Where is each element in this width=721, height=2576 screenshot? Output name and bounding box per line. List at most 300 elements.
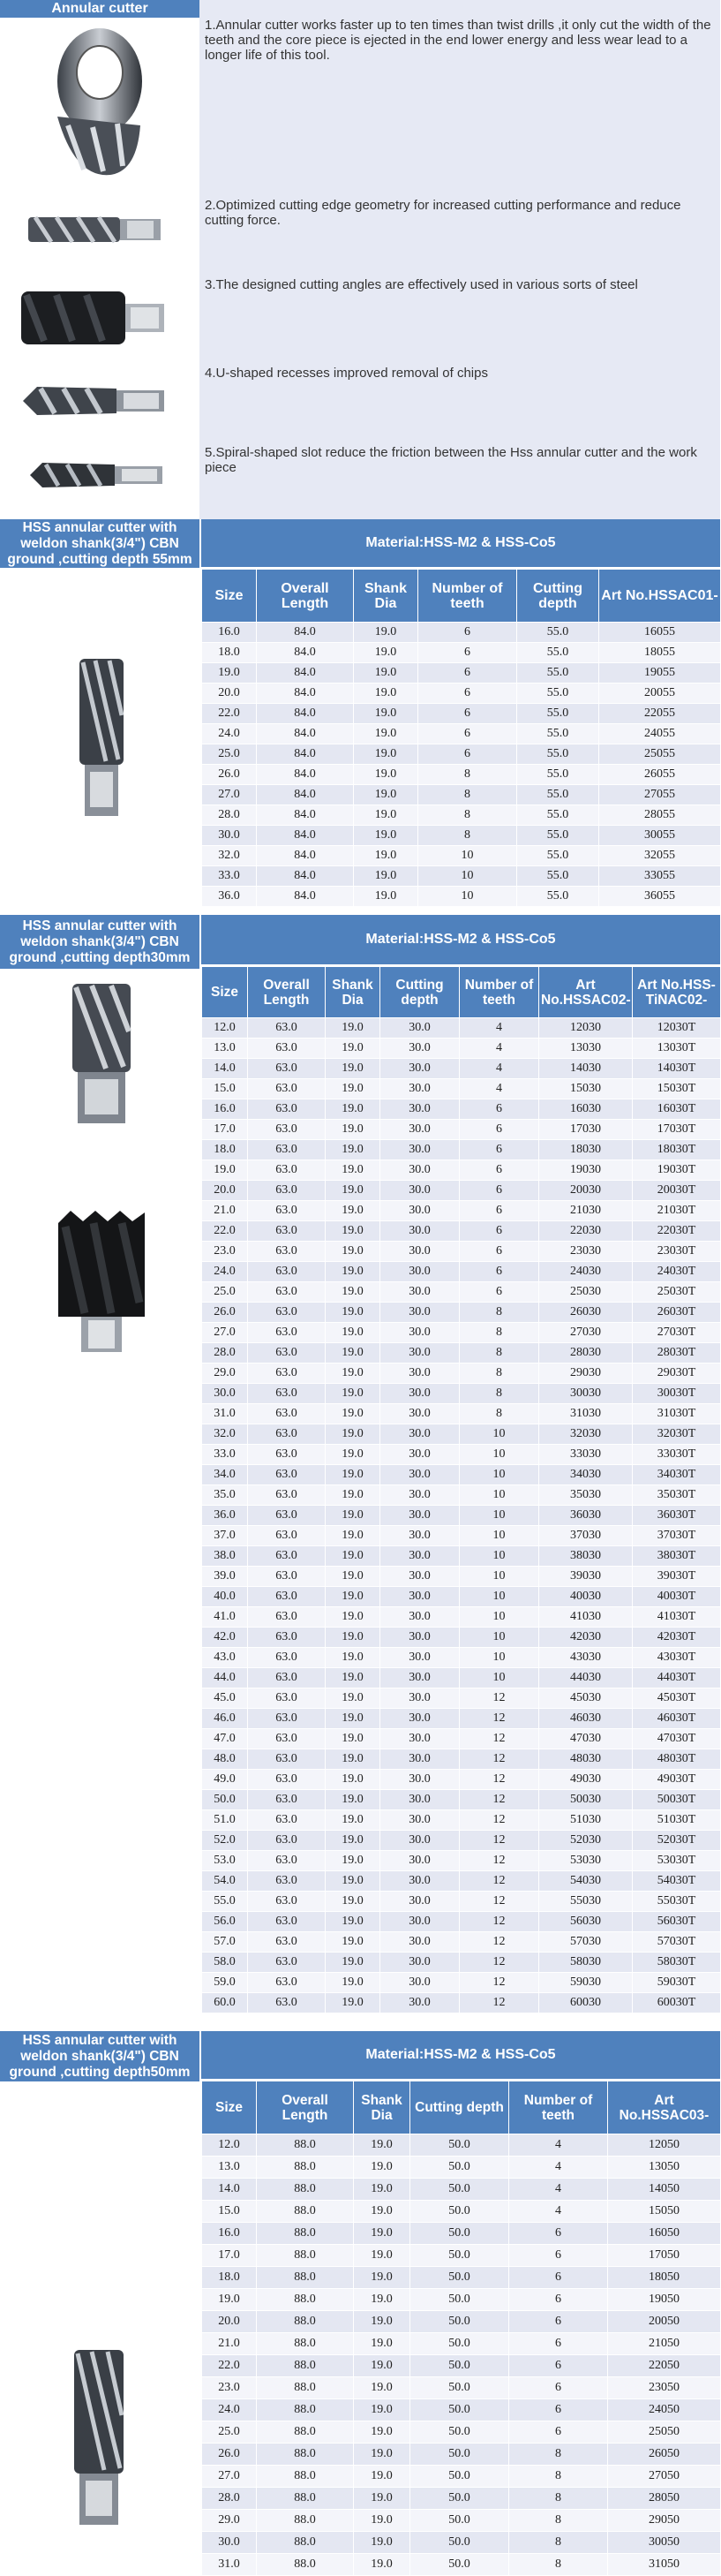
table-cell: 19.0 [326,1282,380,1303]
table-row [202,2510,721,2532]
section-3-cutter-photo [64,2345,134,2530]
table-cell: 52030T [633,1831,721,1851]
table-cell: 19.0 [326,1364,380,1384]
table-row [202,1709,721,1729]
table-cell: 6 [509,2355,608,2377]
table-row [202,1953,721,1973]
table-cell: 22050 [608,2355,721,2377]
table-cell: 44030 [539,1668,633,1688]
table-cell: 30.0 [380,1120,460,1140]
table-cell: 30.0 [380,1059,460,1079]
table-cell: 30.0 [380,1709,460,1729]
feature-point-3: 3.The designed cutting angles are effectively used in various sorts of steel [205,277,638,292]
table-cell: 19.0 [326,1892,380,1912]
table-cell: 55.0 [517,866,599,887]
table-cell: 84.0 [257,704,354,724]
table-cell: 14030T [633,1059,721,1079]
table-cell: 19.0 [354,2399,410,2421]
col-header-shank-dia: Shank Dia [354,2081,410,2134]
cutter-photo-5 [26,454,168,496]
table-cell: 30.0 [380,1262,460,1282]
table-cell: 47.0 [202,1729,248,1749]
table-cell: 50.0 [410,2377,509,2399]
table-cell: 60.0 [202,1993,248,2013]
table-cell: 19.0 [326,1323,380,1343]
table-row [202,2311,721,2333]
table-cell: 19.0 [326,1079,380,1099]
table-cell: 30.0 [380,1364,460,1384]
table-cell: 63.0 [248,1039,326,1059]
table-cell: 19.0 [354,2466,410,2488]
table-cell: 31030T [633,1404,721,1424]
table-row [202,2355,721,2377]
table-cell: 19.0 [326,1120,380,1140]
table-cell: 19.0 [326,1039,380,1059]
table-cell: 84.0 [257,805,354,826]
table-cell: 88.0 [257,2289,354,2311]
table-cell: 6 [509,2223,608,2245]
table-cell: 16050 [608,2223,721,2245]
table-cell: 57030T [633,1932,721,1953]
table-cell: 63.0 [248,1201,326,1221]
table-cell: 19.0 [326,1303,380,1323]
table-cell: 19.0 [326,1770,380,1790]
table-cell: 88.0 [257,2466,354,2488]
table-cell: 26.0 [202,765,257,785]
cutter-photo-2 [25,205,166,254]
table-cell: 12050 [608,2134,721,2157]
table-cell: 19.0 [326,1445,380,1465]
table-row [202,1384,721,1404]
table-cell: 22.0 [202,2355,257,2377]
table-cell: 63.0 [248,1749,326,1770]
table-cell: 43.0 [202,1648,248,1668]
table-row [202,1181,721,1201]
table-cell: 32.0 [202,1424,248,1445]
table-cell: 8 [509,2554,608,2576]
col-header-cutting-depth: Cutting depth [517,570,599,623]
table-cell: 30.0 [380,1628,460,1648]
table-cell: 19.0 [354,2488,410,2510]
table-cell: 30.0 [380,1039,460,1059]
table-cell: 18030 [539,1140,633,1160]
table-cell: 29.0 [202,1364,248,1384]
table-row [202,643,721,663]
table-cell: 12 [460,1953,539,1973]
table-cell: 19.0 [354,2201,410,2223]
col-header-art-no: Art No.HSSAC01- [599,570,721,623]
table-cell: 26055 [599,765,721,785]
table-cell: 30.0 [380,1871,460,1892]
table-cell: 42.0 [202,1628,248,1648]
table-cell: 55030 [539,1892,633,1912]
table-cell: 25030T [633,1282,721,1303]
table-row [202,1099,721,1120]
table-row [202,1018,721,1039]
table-cell: 26050 [608,2444,721,2466]
table-cell: 55.0 [517,846,599,866]
table-cell: 55.0 [517,744,599,765]
table-row [202,1851,721,1871]
table-cell: 56.0 [202,1912,248,1932]
section-1-material: Material:HSS-M2 & HSS-Co5 [201,519,720,569]
table-cell: 55.0 [517,805,599,826]
table-cell: 12 [460,1993,539,2013]
table-cell: 48030T [633,1749,721,1770]
table-cell: 26030 [539,1303,633,1323]
table-cell: 10 [460,1648,539,1668]
table-cell: 50030T [633,1790,721,1810]
table-row [202,704,721,724]
table-cell: 63.0 [248,1221,326,1242]
table-row [202,1485,721,1506]
table-cell: 19.0 [326,1851,380,1871]
table-cell: 17030T [633,1120,721,1140]
table-cell: 10 [460,1526,539,1546]
table-cell: 50.0 [410,2510,509,2532]
table-cell: 30.0 [380,1343,460,1364]
table-cell: 84.0 [257,846,354,866]
table-cell: 55.0 [517,724,599,744]
table-cell: 49.0 [202,1770,248,1790]
table-cell: 22030 [539,1221,633,1242]
table-cell: 41030 [539,1607,633,1628]
table-cell: 30.0 [380,1851,460,1871]
table-row [202,744,721,765]
table-cell: 8 [509,2532,608,2554]
table-cell: 63.0 [248,1709,326,1729]
table-row [202,1567,721,1587]
table-cell: 30.0 [380,1993,460,2013]
table-cell: 84.0 [257,887,354,907]
table-cell: 50.0 [410,2289,509,2311]
table-cell: 8 [509,2466,608,2488]
table-cell: 24050 [608,2399,721,2421]
table-cell: 4 [460,1018,539,1039]
table-row [202,2223,721,2245]
table-row [202,2421,721,2444]
table-cell: 63.0 [248,1099,326,1120]
table-cell: 19.0 [326,1242,380,1262]
table-cell: 37.0 [202,1526,248,1546]
table-cell: 19.0 [326,1526,380,1546]
table-cell: 16030T [633,1099,721,1120]
table-cell: 26.0 [202,2444,257,2466]
table-cell: 19.0 [326,1018,380,1039]
table-cell: 19.0 [354,2311,410,2333]
table-cell: 26030T [633,1303,721,1323]
table-cell: 30.0 [380,1973,460,1993]
table-cell: 63.0 [248,1973,326,1993]
table-cell: 30.0 [380,1648,460,1668]
col-header-size: Size [202,570,257,623]
table-cell: 34030T [633,1465,721,1485]
table-row [202,1282,721,1303]
table-cell: 6 [418,704,517,724]
table-cell: 13030T [633,1039,721,1059]
table-row [202,2466,721,2488]
table-row [202,724,721,744]
table-cell: 19.0 [326,1343,380,1364]
table-cell: 18030T [633,1140,721,1160]
table-cell: 24055 [599,724,721,744]
col-header-overall-length: Overall Length [257,570,354,623]
table-cell: 63.0 [248,1607,326,1628]
table-row [202,1648,721,1668]
table-cell: 63.0 [248,1079,326,1099]
table-cell: 84.0 [257,826,354,846]
table-cell: 88.0 [257,2510,354,2532]
table-row [202,1587,721,1607]
table-cell: 88.0 [257,2134,354,2157]
table-row [202,1607,721,1628]
table-cell: 40030T [633,1587,721,1607]
table-cell: 10 [460,1628,539,1648]
table-cell: 41030T [633,1607,721,1628]
table-cell: 19.0 [326,1607,380,1628]
table-cell: 63.0 [248,1953,326,1973]
table-cell: 19.0 [354,826,418,846]
table-cell: 19.0 [326,1790,380,1810]
table-row [202,2179,721,2201]
table-cell: 32055 [599,846,721,866]
table-cell: 10 [460,1567,539,1587]
table-cell: 42030 [539,1628,633,1648]
table-cell: 38030 [539,1546,633,1567]
table-cell: 19.0 [354,2421,410,2444]
table-cell: 19.0 [354,2532,410,2554]
table-cell: 55.0 [517,663,599,684]
table-cell: 19.0 [326,1567,380,1587]
table-cell: 10 [460,1587,539,1607]
table-cell: 39.0 [202,1567,248,1587]
table-cell: 8 [418,765,517,785]
table-cell: 63.0 [248,1181,326,1201]
table-cell: 19.0 [354,2554,410,2576]
table-cell: 24030 [539,1262,633,1282]
table-cell: 63.0 [248,1871,326,1892]
table-cell: 55.0 [202,1892,248,1912]
table-cell: 12 [460,1871,539,1892]
table-cell: 19.0 [326,1993,380,2013]
table-cell: 8 [418,826,517,846]
table-cell: 63.0 [248,1932,326,1953]
table-cell: 19.0 [326,1709,380,1729]
table-row [202,1729,721,1749]
table-cell: 15.0 [202,1079,248,1099]
table-cell: 30.0 [380,1729,460,1749]
table-cell: 63.0 [248,1303,326,1323]
table-cell: 32.0 [202,846,257,866]
table-cell: 88.0 [257,2333,354,2355]
table-row [202,2289,721,2311]
table-cell: 10 [460,1607,539,1628]
table-cell: 88.0 [257,2267,354,2289]
table-cell: 88.0 [257,2355,354,2377]
table-cell: 46.0 [202,1709,248,1729]
table-cell: 19.0 [326,1628,380,1648]
table-cell: 25.0 [202,744,257,765]
table-cell: 60030T [633,1993,721,2013]
table-cell: 36.0 [202,887,257,907]
table-cell: 30030 [539,1384,633,1404]
table-cell: 63.0 [248,1628,326,1648]
section-2-cutter-photo-2 [53,1205,150,1356]
table-cell: 84.0 [257,724,354,744]
table-cell: 16.0 [202,1099,248,1120]
table-cell: 8 [509,2444,608,2466]
table-cell: 88.0 [257,2421,354,2444]
table-cell: 12030T [633,1018,721,1039]
table-cell: 12 [460,1973,539,1993]
table-cell: 84.0 [257,663,354,684]
table-cell: 63.0 [248,1059,326,1079]
table-cell: 22055 [599,704,721,724]
section-2-title: HSS annular cutter with weldon shank(3/4") CBN ground ,cutting depth30mm [0,915,199,970]
table-cell: 30.0 [380,1587,460,1607]
table-cell: 29.0 [202,2510,257,2532]
table-cell: 25055 [599,744,721,765]
table-cell: 6 [460,1221,539,1242]
table-cell: 6 [418,623,517,643]
table-cell: 20050 [608,2311,721,2333]
table-cell: 6 [460,1282,539,1303]
table-cell: 19.0 [354,2289,410,2311]
table-cell: 15030 [539,1079,633,1099]
table-cell: 19.0 [326,1749,380,1770]
table-cell: 6 [460,1140,539,1160]
table-cell: 63.0 [248,1892,326,1912]
table-cell: 58030T [633,1953,721,1973]
table-cell: 17.0 [202,1120,248,1140]
table-row [202,1749,721,1770]
table-cell: 14.0 [202,1059,248,1079]
table-cell: 6 [509,2333,608,2355]
table-row [202,2245,721,2267]
table-cell: 50.0 [410,2333,509,2355]
table-cell: 50.0 [410,2179,509,2201]
table-row [202,1059,721,1079]
table-cell: 21030 [539,1201,633,1221]
table-cell: 29030 [539,1364,633,1384]
table-cell: 63.0 [248,1546,326,1567]
table-cell: 4 [460,1039,539,1059]
table-cell: 10 [460,1546,539,1567]
table-cell: 16030 [539,1099,633,1120]
table-row [202,1973,721,1993]
table-cell: 55030T [633,1892,721,1912]
table-cell: 55.0 [517,684,599,704]
table-cell: 30.0 [380,1688,460,1709]
table-cell: 88.0 [257,2245,354,2267]
table-cell: 88.0 [257,2377,354,2399]
table-cell: 36030 [539,1506,633,1526]
table-cell: 28030 [539,1343,633,1364]
table-cell: 19.0 [354,887,418,907]
table-cell: 30.0 [380,1526,460,1546]
col-header-shank-dia: Shank Dia [354,570,418,623]
table-cell: 30.0 [380,1485,460,1506]
table-cell: 14030 [539,1059,633,1079]
section-3-material: Material:HSS-M2 & HSS-Co5 [201,2031,720,2081]
table-cell: 8 [460,1303,539,1323]
table-cell: 38.0 [202,1546,248,1567]
table-cell: 19.0 [326,1729,380,1749]
table-cell: 24.0 [202,1262,248,1282]
table-cell: 63.0 [248,1648,326,1668]
table-cell: 13.0 [202,1039,248,1059]
table-cell: 84.0 [257,623,354,643]
table-cell: 30.0 [380,1953,460,1973]
table-cell: 28.0 [202,2488,257,2510]
table-cell: 55.0 [517,643,599,663]
table-cell: 27.0 [202,785,257,805]
table-cell: 8 [460,1384,539,1404]
table-cell: 22030T [633,1221,721,1242]
table-row [202,2377,721,2399]
table-cell: 30.0 [380,1831,460,1851]
section-1-title: HSS annular cutter with weldon shank(3/4") CBN ground ,cutting depth 55mm [0,519,199,569]
table-cell: 19.0 [326,1831,380,1851]
table-cell: 36030T [633,1506,721,1526]
table-cell: 88.0 [257,2554,354,2576]
table-cell: 63.0 [248,1831,326,1851]
table-cell: 6 [460,1099,539,1120]
table-cell: 17.0 [202,2245,257,2267]
table-cell: 58030 [539,1953,633,1973]
table-cell: 50.0 [410,2488,509,2510]
table-cell: 4 [509,2157,608,2179]
table-row [202,1364,721,1384]
table-cell: 53.0 [202,1851,248,1871]
feature-point-5: 5.Spiral-shaped slot reduce the friction between the Hss annular cutter and the work piece [205,445,697,475]
table-row [202,1079,721,1099]
table-cell: 59030T [633,1973,721,1993]
table-cell: 54.0 [202,1871,248,1892]
table-cell: 19.0 [326,1201,380,1221]
table-cell: 47030 [539,1729,633,1749]
table-cell: 19.0 [326,1424,380,1445]
table-cell: 19.0 [326,1546,380,1567]
table-cell: 13.0 [202,2157,257,2179]
col-header-number-of-teeth: Number of teeth [460,967,539,1018]
table-cell: 49030 [539,1770,633,1790]
table-cell: 50.0 [410,2532,509,2554]
table-cell: 19.0 [354,805,418,826]
table-cell: 63.0 [248,1404,326,1424]
table-cell: 18050 [608,2267,721,2289]
table-cell: 20.0 [202,2311,257,2333]
table-cell: 22.0 [202,1221,248,1242]
table-cell: 84.0 [257,785,354,805]
feature-point-4: 4.U-shaped recesses improved removal of chips [205,366,488,381]
table-cell: 4 [509,2179,608,2201]
table-cell: 19.0 [326,1871,380,1892]
table-row [202,2134,721,2157]
table-cell: 31.0 [202,1404,248,1424]
table-cell: 10 [460,1668,539,1688]
table-cell: 6 [509,2245,608,2267]
table-cell: 12.0 [202,1018,248,1039]
table-cell: 8 [460,1343,539,1364]
table-cell: 51030 [539,1810,633,1831]
table-row [202,2488,721,2510]
table-row [202,1688,721,1709]
table-cell: 50030 [539,1790,633,1810]
table-cell: 30.0 [380,1140,460,1160]
table-cell: 4 [460,1059,539,1079]
intro-text-panel [199,0,720,519]
